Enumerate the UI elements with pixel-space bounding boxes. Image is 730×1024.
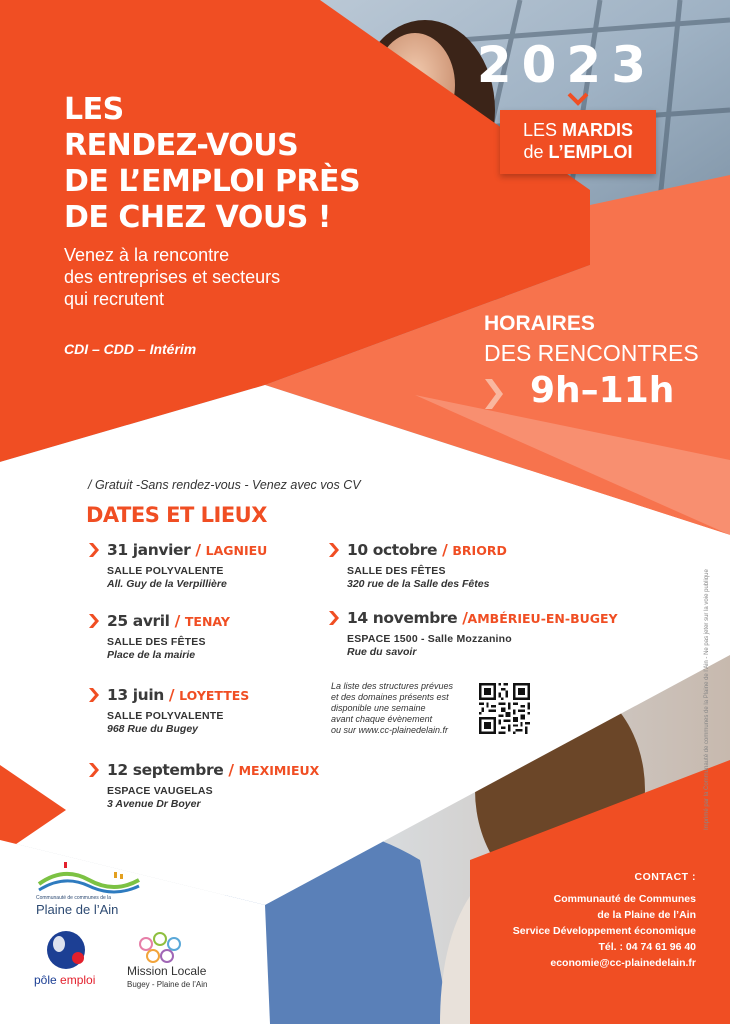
event-address: 320 rue de la Salle des Fêtes: [347, 578, 490, 590]
event-venue: SALLE POLYVALENTE: [107, 565, 224, 577]
event-address: 968 Rue du Bugey: [107, 723, 199, 735]
contact-line: de la Plaine de l’Ain: [597, 909, 696, 921]
event-date: 14 novembre: [347, 609, 458, 627]
contact-line: Service Développement économique: [512, 925, 696, 937]
event-item: 13 juin / LOYETTES SALLE POLYVALENTE 968 Rue du Bugey: [107, 686, 249, 736]
qr-note: [331, 681, 476, 736]
badge-line2-prefix: de: [523, 142, 544, 162]
pole-word: pôle: [34, 973, 57, 987]
contract-types: CDI – CDD – Intérim: [64, 341, 197, 357]
event-item: 25 avril / TENAY SALLE DES FÊTES Place de la mairie: [107, 612, 230, 662]
event-city: BRIORD: [452, 543, 507, 558]
hours-sublabel: DES RENCONTRES: [484, 340, 699, 366]
hours-label: HORAIRES: [484, 312, 595, 335]
subtitle-line: qui recrutent: [64, 289, 165, 309]
event-address: Place de la mairie: [107, 649, 196, 661]
event-venue: ESPACE 1500 - Salle Mozzanino: [347, 633, 512, 645]
emploi-word: emploi: [60, 973, 96, 987]
chevron-right-icon: [89, 763, 99, 777]
qr-note-line: et des domaines présents est: [331, 692, 449, 702]
chevron-down-icon: [567, 92, 589, 106]
event-address: Rue du savoir: [347, 646, 417, 658]
free-note: / Gratuit -Sans rendez-vous - Venez avec vos CV: [88, 478, 361, 492]
event-venue: ESPACE VAUGELAS: [107, 785, 213, 797]
chevron-right-icon: [89, 688, 99, 702]
event-city: LAGNIEU: [205, 543, 268, 558]
year-heading: 2023: [476, 36, 656, 94]
event-city: AMBÉRIEU-EN-BUGEY: [467, 611, 618, 626]
event-city: MEXIMIEUX: [238, 763, 320, 778]
event-venue: SALLE DES FÊTES: [107, 636, 206, 648]
chevron-right-icon: [89, 543, 99, 557]
hours-time: 9h–11h: [530, 370, 675, 411]
pole-emploi-wordmark: [34, 973, 95, 987]
event-date: 12 septembre: [107, 761, 224, 779]
event-date: 10 octobre: [347, 541, 438, 559]
contact-email[interactable]: economie@cc-plainedelain.fr: [550, 957, 696, 969]
plaine-logo-subtitle: Communauté de communes de la: [36, 895, 112, 901]
contact-block: [416, 869, 696, 971]
qr-code[interactable]: [479, 683, 530, 734]
event-venue: SALLE DES FÊTES: [347, 565, 446, 577]
qr-note-line: La liste des structures prévues: [331, 681, 454, 691]
contact-line: Communauté de Communes: [553, 893, 696, 905]
vertical-credit: [704, 560, 714, 830]
title-line: LES: [64, 92, 124, 127]
qr-note-line: disponible une semaine: [331, 703, 426, 713]
qr-note-line: avant chaque évènement: [331, 714, 433, 724]
mission-locale-sub: Bugey - Plaine de l’Ain: [127, 980, 208, 989]
chevron-right-icon: [329, 543, 339, 557]
event-item: 31 janvier / LAGNIEU SALLE POLYVALENTE All. Guy de la Verpillière: [107, 541, 267, 591]
event-city: TENAY: [184, 614, 230, 629]
plaine-logo-name: Plaine de l’Ain: [36, 902, 119, 917]
dates-title: DATES ET LIEUX: [86, 503, 267, 527]
main-title: [64, 92, 384, 236]
event-item: 14 novembre /AMBÉRIEU-EN-BUGEY ESPACE 1500 - Salle Mozzanino Rue du savoir: [347, 609, 618, 659]
pole-emploi-logo: [36, 928, 96, 970]
badge-line2-bold: L’EMPLOI: [548, 142, 633, 162]
event-date: 25 avril: [107, 612, 170, 630]
mardis-badge: [500, 110, 656, 174]
credit-text: Imprimé par la Communauté de communes de la Plaine de l’Ain - Ne pas jeter sur la voie publique: [704, 569, 710, 830]
event-city: LOYETTES: [179, 688, 250, 703]
contact-phone[interactable]: Tél. : 04 74 61 96 40: [598, 941, 696, 953]
contact-title: CONTACT :: [634, 871, 696, 883]
chevron-right-icon: [329, 611, 339, 625]
title-line: DE L’EMPLOI PRÈS: [64, 164, 361, 199]
event-item: 12 septembre / MEXIMIEUX ESPACE VAUGELAS 3 Avenue Dr Boyer: [107, 761, 319, 811]
event-date: 31 janvier: [107, 541, 191, 559]
subtitle-line: Venez à la rencontre: [64, 245, 230, 265]
chevron-right-icon: [89, 614, 99, 628]
title-line: RENDEZ-VOUS: [64, 128, 299, 163]
event-address: All. Guy de la Verpillière: [107, 578, 227, 590]
event-venue: SALLE POLYVALENTE: [107, 710, 224, 722]
subtitle-line: des entreprises et secteurs: [64, 267, 281, 287]
title-line: DE CHEZ VOUS !: [64, 200, 331, 235]
subtitle: [64, 244, 354, 310]
mission-locale-logo: [134, 930, 186, 968]
qr-note-line: ou sur www.cc-plainedelain.fr: [331, 725, 449, 735]
badge-line1-prefix: LES: [522, 120, 557, 140]
event-item: 10 octobre / BRIORD SALLE DES FÊTES 320 rue de la Salle des Fêtes: [347, 541, 507, 591]
chevron-right-icon: [485, 379, 503, 409]
event-address: 3 Avenue Dr Boyer: [107, 798, 201, 810]
badge-line1-bold: MARDIS: [562, 120, 634, 140]
mission-locale-name: Mission Locale: [127, 964, 207, 978]
event-date: 13 juin: [107, 686, 164, 704]
